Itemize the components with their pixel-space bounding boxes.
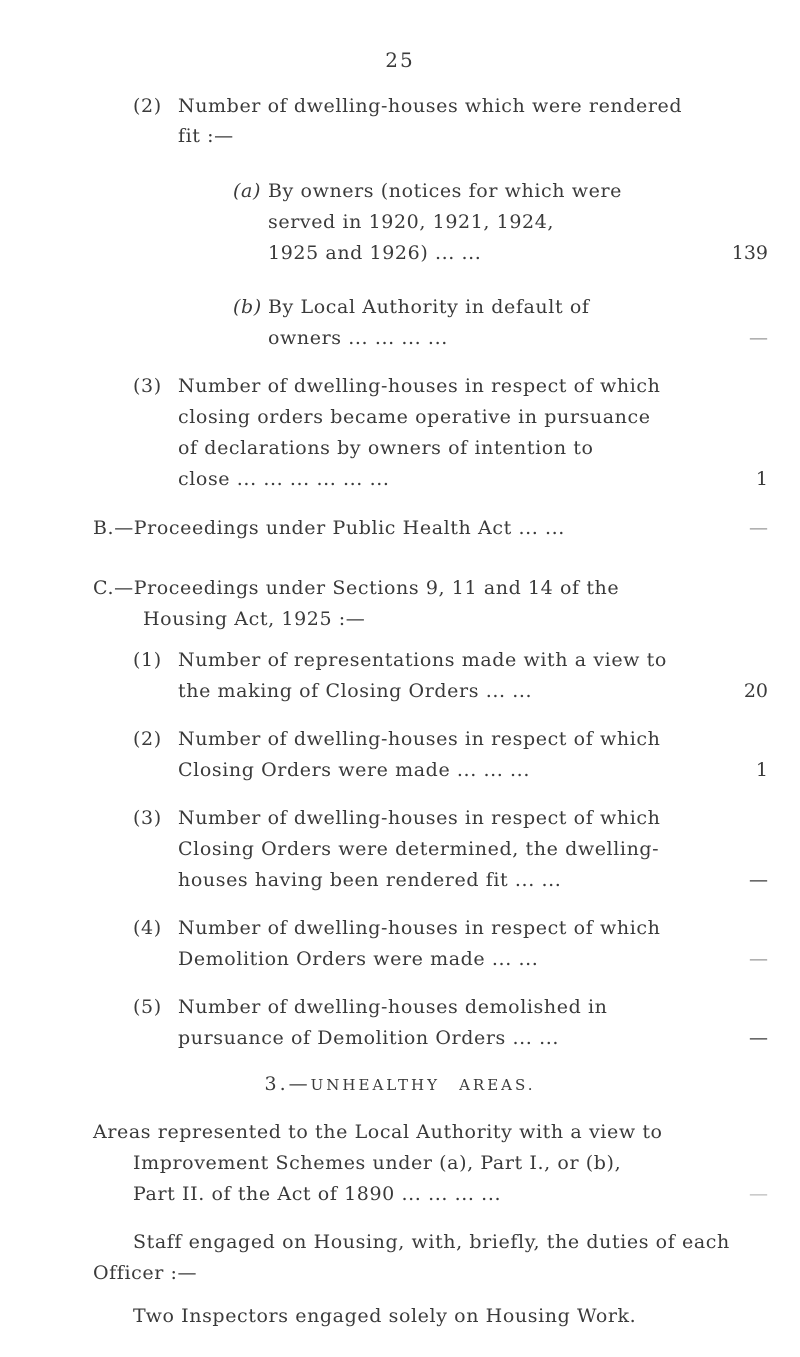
c-item-4-line2: Demolition Orders were made ... ... [178, 948, 539, 970]
item-2a-line3: 1925 and 1926) ... ... [268, 242, 482, 264]
section-b-value: — [749, 517, 768, 539]
c-item-4-line1: Number of dwelling-houses in respect of which [178, 917, 661, 939]
c-item-1-line2: the making of Closing Orders ... ... [178, 680, 533, 702]
item-2b-label: (b) [233, 296, 262, 318]
item-2a-line1: By owners (notices for which were [268, 180, 622, 202]
c-item-2-value: 1 [755, 759, 768, 781]
unhealthy-heading-number: 3.— [264, 1073, 311, 1095]
staff-line1: Staff engaged on Housing, with, briefly, the duties of each [133, 1231, 730, 1253]
c-item-1-label: (1) [133, 649, 162, 671]
c-item-5-label: (5) [133, 996, 162, 1018]
unhealthy-line3: Part II. of the Act of 1890 ... ... ... ... [133, 1183, 502, 1205]
c-item-5-line2: pursuance of Demolition Orders ... ... [178, 1027, 559, 1049]
c-item-2-line1: Number of dwelling-houses in respect of which [178, 728, 661, 750]
item-2b-line2: owners ... ... ... ... [268, 327, 448, 349]
page-number: 25 [385, 48, 415, 72]
item-3-value: 1 [755, 468, 768, 490]
c-item-3-value: — [749, 869, 768, 891]
c-item-2-label: (2) [133, 728, 162, 750]
item-2a-value: 139 [731, 242, 768, 264]
unhealthy-line2: Improvement Schemes under (a), Part I., or (b), [133, 1152, 622, 1174]
c-item-3-line3: houses having been rendered fit ... ... [178, 869, 562, 891]
staff-line3: Two Inspectors engaged solely on Housing Work. [133, 1305, 637, 1327]
c-item-1-line1: Number of representations made with a view to [178, 649, 667, 671]
c-item-4-label: (4) [133, 917, 162, 939]
c-item-5-value: — [749, 1027, 768, 1049]
item-3-line3: of declarations by owners of intention to [178, 437, 594, 459]
item-3-line2: closing orders became operative in pursuance [178, 406, 651, 428]
unhealthy-heading-word2: AREAS. [459, 1076, 536, 1094]
section-c-heading-line1: C.—Proceedings under Sections 9, 11 and 14 of the [93, 577, 620, 599]
item-2b-value: — [749, 327, 768, 349]
c-item-2-line2: Closing Orders were made ... ... ... [178, 759, 530, 781]
unhealthy-heading-word1: UNHEALTHY [310, 1076, 441, 1094]
item-3-label: (3) [133, 375, 162, 397]
section-c-heading-line2: Housing Act, 1925 :— [143, 608, 366, 630]
c-item-4-value: — [749, 948, 768, 970]
item-2-label: (2) [133, 95, 162, 117]
section-b-text: B.—Proceedings under Public Health Act ... ... [93, 517, 565, 539]
unhealthy-line1: Areas represented to the Local Authority with a view to [93, 1121, 663, 1143]
item-2-text-line1: Number of dwelling-houses which were rendered [178, 95, 683, 117]
unhealthy-areas-heading [0, 1073, 800, 1095]
item-3-line4: close ... ... ... ... ... ... [178, 468, 390, 490]
item-2b-line1: By Local Authority in default of [268, 296, 590, 318]
item-2a-line2: served in 1920, 1921, 1924, [268, 211, 555, 233]
item-3-line1: Number of dwelling-houses in respect of which [178, 375, 661, 397]
item-2-text-line2: fit :— [178, 125, 234, 147]
c-item-5-line1: Number of dwelling-houses demolished in [178, 996, 608, 1018]
staff-line2: Officer :— [93, 1262, 198, 1284]
c-item-1-value: 20 [743, 680, 768, 702]
item-2a-label: (a) [233, 180, 261, 202]
unhealthy-value: — [749, 1183, 768, 1205]
c-item-3-label: (3) [133, 807, 162, 829]
c-item-3-line1: Number of dwelling-houses in respect of which [178, 807, 661, 829]
c-item-3-line2: Closing Orders were determined, the dwelling- [178, 838, 660, 860]
